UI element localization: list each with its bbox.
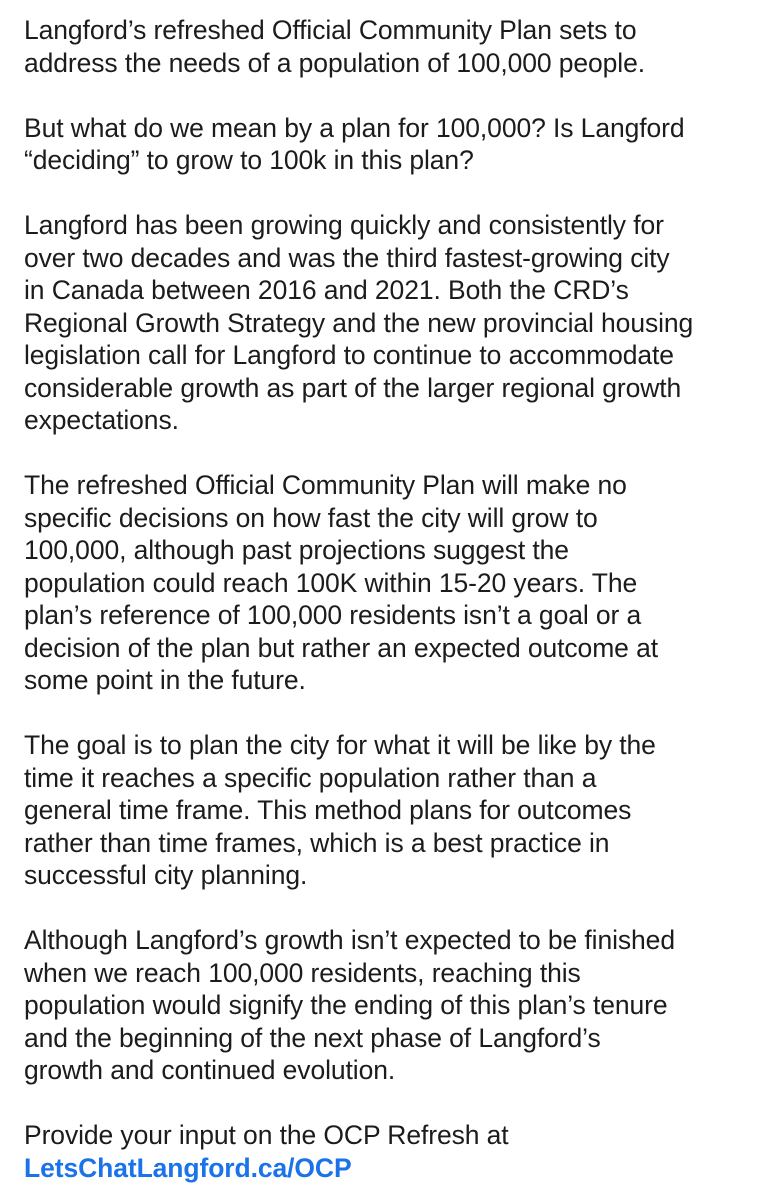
paragraph-line: time it reaches a specific population rather than a	[24, 762, 597, 793]
paragraph-line: rather than time frames, which is a best practice in	[24, 827, 610, 858]
paragraph-line: But what do we mean by a plan for 100,000? Is Langford	[24, 112, 685, 143]
ocp-link[interactable]: LetsChatLangford.ca/OCP	[24, 1152, 352, 1183]
paragraph-line: specific decisions on how fast the city will grow to	[24, 502, 598, 533]
paragraph-line: Langford’s refreshed Official Community Plan sets to	[24, 15, 637, 45]
paragraph-line: Although Langford’s growth isn’t expected to be finished	[24, 925, 675, 955]
paragraph-line: in Canada between 2016 and 2021. Both the CRD’s	[24, 275, 629, 305]
paragraph-2	[24, 112, 754, 177]
post-paragraphs	[24, 14, 754, 1087]
paragraph-1	[24, 14, 754, 79]
paragraph-5	[24, 729, 754, 892]
paragraph-line: growth and continued evolution.	[24, 1055, 396, 1085]
post-body	[24, 14, 754, 1184]
paragraph-line: some point in the future.	[24, 665, 306, 695]
paragraph-3	[24, 209, 754, 437]
paragraph-line: decision of the plan but rather an expected outcome at	[24, 632, 658, 663]
paragraph-line: considerable growth as part of the larger regional growth	[24, 372, 682, 403]
paragraph-line: successful city planning.	[24, 860, 308, 890]
paragraph-line: when we reach 100,000 residents, reaching this	[24, 957, 581, 988]
paragraph-line: and the beginning of the next phase of Langford’s	[24, 1022, 601, 1053]
paragraph-line: address the needs of a population of 100,000 people.	[24, 47, 645, 78]
paragraph-line: “deciding” to grow to 100k in this plan?	[24, 145, 474, 175]
paragraph-line: population could reach 100K within 15-20 years. The	[24, 567, 638, 598]
paragraph-line: 100,000, although past projections suggest the	[24, 535, 569, 565]
paragraph-line: plan’s reference of 100,000 residents isn’t a goal or a	[24, 600, 642, 630]
paragraph-line: legislation call for Langford to continue to accommodate	[24, 340, 674, 370]
paragraph-line: general time frame. This method plans for outcomes	[24, 795, 632, 825]
paragraph-line: Langford has been growing quickly and consistently for	[24, 210, 664, 240]
paragraph-line: The refreshed Official Community Plan will make no	[24, 470, 627, 500]
paragraph-line: over two decades and was the third fastest-growing city	[24, 242, 670, 273]
paragraph-line: The goal is to plan the city for what it will be like by the	[24, 730, 656, 760]
paragraph-line: population would signify the ending of this plan’s tenure	[24, 990, 668, 1020]
paragraph-6	[24, 924, 754, 1087]
call-to-action	[24, 1119, 754, 1184]
cta-text: Provide your input on the OCP Refresh at	[24, 1120, 509, 1150]
paragraph-line: Regional Growth Strategy and the new provincial housing	[24, 307, 694, 338]
paragraph-line: expectations.	[24, 405, 179, 435]
paragraph-4	[24, 469, 754, 697]
